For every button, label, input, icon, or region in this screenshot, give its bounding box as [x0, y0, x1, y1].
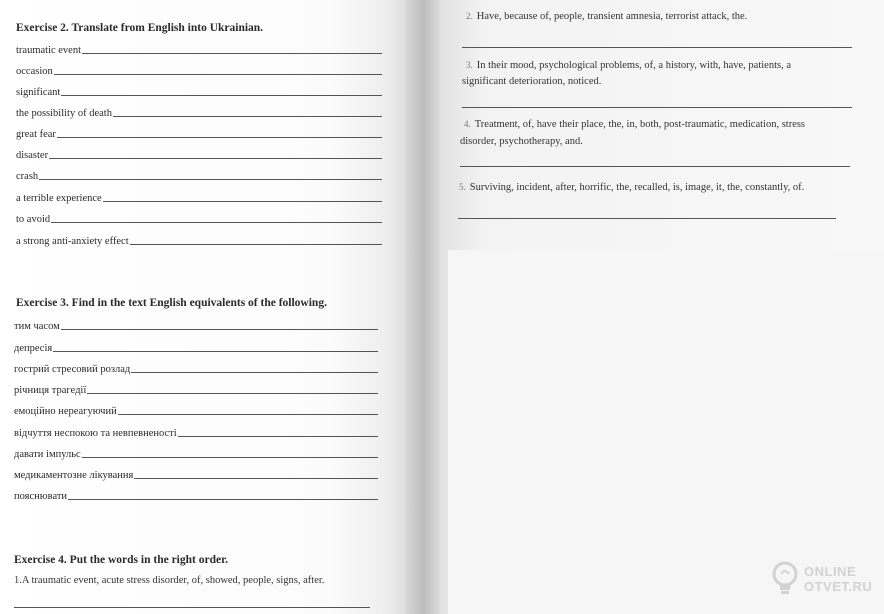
answer-line[interactable]: [53, 351, 378, 352]
answer-line[interactable]: [14, 607, 370, 608]
answer-line[interactable]: [68, 499, 378, 500]
answer-line[interactable]: [134, 478, 378, 479]
exercise-3-item: давати імпульс: [14, 446, 378, 460]
exercise-3-item: пояснювати: [14, 488, 378, 502]
exercise-4-sentence-1: 1.A traumatic event, acute stress disorder, of, showed, people, signs, after.: [14, 575, 325, 586]
answer-line[interactable]: [462, 107, 852, 108]
answer-line[interactable]: [39, 179, 382, 180]
exercise-3-item: емоційно нереагуючий: [14, 403, 378, 417]
exercise-3-item: гострий стресовий розлад: [14, 361, 378, 375]
answer-line[interactable]: [51, 222, 382, 223]
book-spine: [405, 0, 445, 614]
answer-line[interactable]: [113, 116, 382, 117]
exercise-4-sentence-3: 3. In their mood, psychological problems, of, a history, with, have, patients, a: [466, 60, 792, 71]
exercise-2-item: the possibility of death: [16, 105, 382, 119]
exercise-4-sentence-2: 2. Have, because of, people, transient amnesia, terrorist attack, the.: [466, 11, 748, 22]
answer-line[interactable]: [458, 218, 836, 219]
watermark: [770, 560, 880, 600]
exercise-3-item: медикаментозне лікування: [14, 467, 378, 481]
lightbulb-icon: [770, 560, 800, 598]
exercise-2-heading: Exercise 2. Translate from English into Ukrainian.: [16, 22, 264, 34]
exercise-2-item: a strong anti-anxiety effect: [16, 233, 382, 247]
answer-line[interactable]: [54, 74, 382, 75]
answer-line[interactable]: [131, 372, 378, 373]
answer-line[interactable]: [57, 137, 382, 138]
exercise-3-item: відчуття неспокою та невпевненості: [14, 425, 378, 439]
exercise-2-item: crash: [16, 168, 382, 182]
answer-line[interactable]: [178, 436, 378, 437]
answer-line[interactable]: [82, 457, 378, 458]
exercise-4-heading: Exercise 4. Put the words in the right order.: [14, 554, 229, 566]
exercise-2-item: disaster: [16, 147, 382, 161]
answer-line[interactable]: [460, 166, 850, 167]
exercise-4-sentence-4: 4. Treatment, of, have their place, the, in, both, post-traumatic, medication, stress: [464, 119, 806, 130]
answer-line[interactable]: [82, 53, 382, 54]
exercise-3-heading: Exercise 3. Find in the text English equivalents of the following.: [16, 297, 327, 309]
answer-line[interactable]: [118, 414, 378, 415]
exercise-2-item: occasion: [16, 63, 382, 77]
exercise-3-item: тим часом: [14, 318, 378, 332]
answer-line[interactable]: [87, 393, 378, 394]
answer-line[interactable]: [462, 47, 852, 48]
exercise-3-item: річниця трагедії: [14, 382, 378, 396]
exercise-4-sentence-3-continued: significant deterioration, noticed.: [462, 76, 602, 87]
watermark-text: ONLINE OTVET.RU: [804, 564, 873, 594]
answer-line[interactable]: [61, 329, 378, 330]
answer-line[interactable]: [61, 95, 382, 96]
answer-line[interactable]: [49, 158, 382, 159]
exercise-3-item: депресія: [14, 340, 378, 354]
exercise-2-item: a terrible experience: [16, 190, 382, 204]
answer-line[interactable]: [103, 201, 382, 202]
exercise-2-item: significant: [16, 84, 382, 98]
exercise-2-item: to avoid: [16, 211, 382, 225]
exercise-4-sentence-5: 5. Surviving, incident, after, horrific, the, recalled, is, image, it, the, constantly, of.: [459, 182, 805, 193]
exercise-2-item: traumatic event: [16, 42, 382, 56]
exercise-2-item: great fear: [16, 126, 382, 140]
answer-line[interactable]: [130, 244, 382, 245]
exercise-4-sentence-4-continued: disorder, psychotherapy, and.: [460, 136, 583, 147]
